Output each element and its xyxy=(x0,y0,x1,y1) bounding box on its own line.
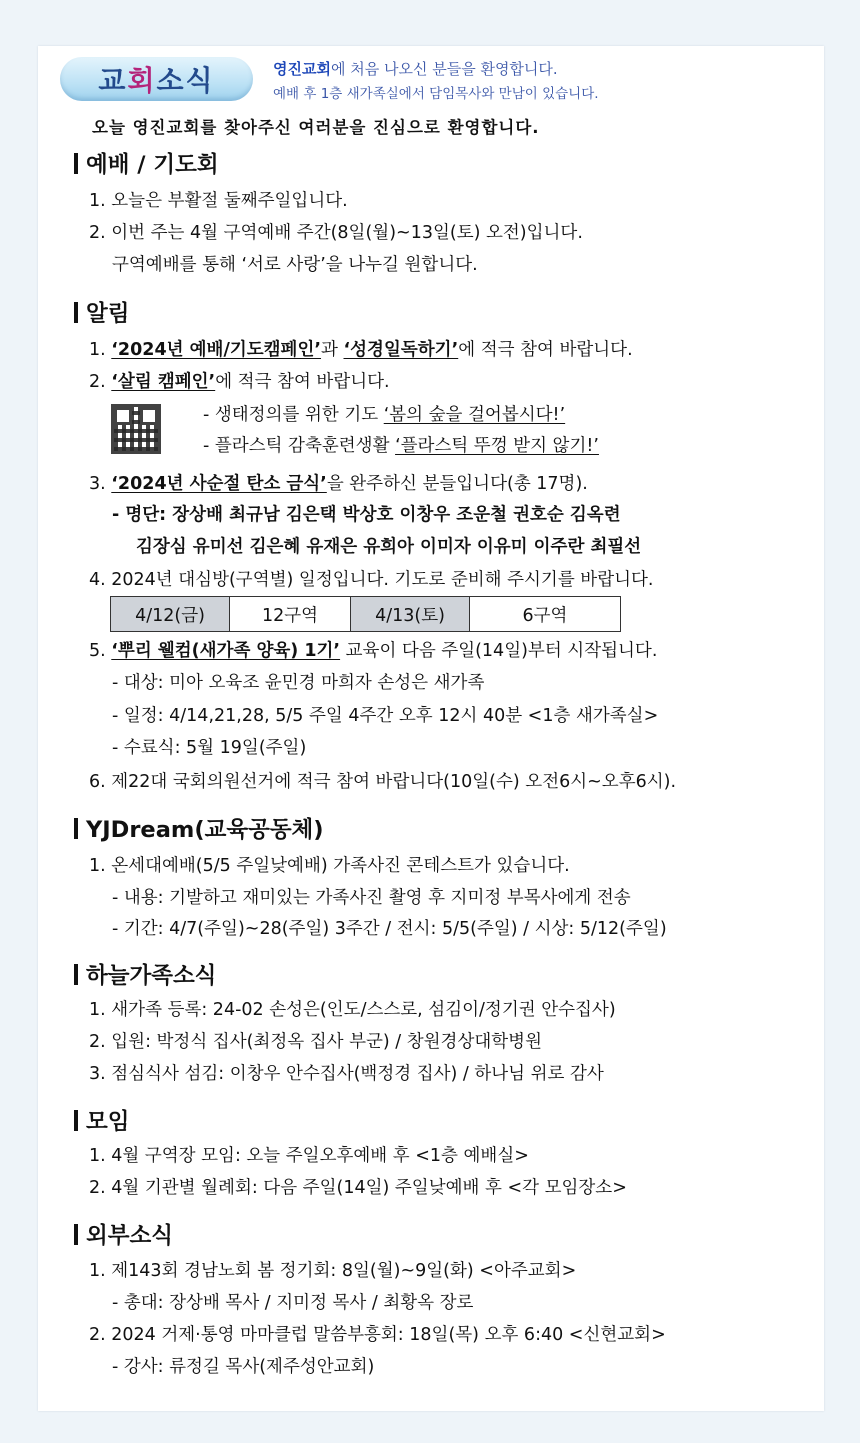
schedule-group-2: 6구역 xyxy=(470,597,621,632)
external-item-1-sub: - 총대: 장상배 목사 / 지미정 목사 / 최황옥 장로 xyxy=(112,1293,474,1313)
family-item-3: 3. 점심식사 섬김: 이창우 안수집사(백정경 집사) / 하나님 위로 감사 xyxy=(89,1064,604,1084)
notice-item-3-names-2: 김장심 유미선 김은혜 유재은 유희아 이미자 이유미 이주란 최필선 xyxy=(136,537,642,557)
notice-item-5-sub-2: - 일정: 4/14,21,28, 5/5 주일 4주간 오후 12시 40분 <1층 새가족실> xyxy=(112,706,659,726)
yjdream-item-1: 1. 온세대예배(5/5 주일낮예배) 가족사진 콘테스트가 있습니다. xyxy=(89,856,570,876)
meeting-item-1: 1. 4월 구역장 모임: 오늘 주일오후예배 후 <1층 예배실> xyxy=(89,1146,529,1166)
section-title-worship: 예배 / 기도회 xyxy=(74,147,219,179)
notice-item-2-sub-2: - 플라스틱 감축훈련생활 ‘플라스틱 뚜껑 받지 않기!’ xyxy=(203,436,599,456)
section-title-notice: 알림 xyxy=(74,296,129,328)
notice-item-5: 5. ‘뿌리 웰컴(새가족 양육) 1기’ 교육이 다음 주일(14일)부터 시작됩니다. xyxy=(89,641,658,661)
worship-item-2-cont: 구역예배를 통해 ‘서로 사랑’을 나누길 원합니다. xyxy=(112,255,478,275)
family-item-2: 2. 입원: 박정식 집사(최정옥 집사 부군) / 창원경상대학병원 xyxy=(89,1032,542,1052)
visitation-schedule-table xyxy=(110,596,621,632)
yjdream-item-1-sub-1: - 내용: 기발하고 재미있는 가족사진 촬영 후 지미정 부목사에게 전송 xyxy=(112,888,631,908)
section-title-family: 하늘가족소식 xyxy=(74,958,216,990)
qr-code xyxy=(111,404,161,454)
notice-item-3-names-1: - 명단: 장상배 최규남 김은택 박상호 이창우 조운철 권호순 김옥련 xyxy=(112,505,621,525)
section-title-meeting: 모임 xyxy=(74,1104,129,1136)
notice-item-2: 2. ‘살림 캠페인’에 적극 참여 바랍니다. xyxy=(89,372,390,392)
header-meeting-note: 예배 후 1층 새가족실에서 담임목사와 만남이 있습니다. xyxy=(273,86,599,102)
family-item-1: 1. 새가족 등록: 24-02 손성은(인도/스스로, 섬김이/정기권 안수집사) xyxy=(89,1000,616,1020)
schedule-date-2: 4/13(토) xyxy=(351,597,470,632)
notice-item-3: 3. ‘2024년 사순절 탄소 금식’을 완주하신 분들입니다(총 17명). xyxy=(89,474,588,494)
church-news-badge: 교회소식 xyxy=(60,57,253,101)
meeting-item-2: 2. 4월 기관별 월례회: 다음 주일(14일) 주일낮예배 후 <각 모임장소> xyxy=(89,1178,627,1198)
section-title-external: 외부소식 xyxy=(74,1218,173,1250)
notice-item-1: 1. ‘2024년 예배/기도캠페인’과 ‘성경일독하기’에 적극 참여 바랍니다. xyxy=(89,340,633,360)
notice-item-6: 6. 제22대 국회의원선거에 적극 참여 바랍니다(10일(수) 오전6시~오후6시). xyxy=(89,772,677,792)
welcome-message: 오늘 영진교회를 찾아주신 여러분을 진심으로 환영합니다. xyxy=(92,118,540,137)
section-title-yjdream: YJDream(교육공동체) xyxy=(74,812,324,844)
notice-item-4: 4. 2024년 대심방(구역별) 일정입니다. 기도로 준비해 주시기를 바랍니다. xyxy=(89,570,654,590)
external-item-1: 1. 제143회 경남노회 봄 정기회: 8일(월)~9일(화) <아주교회> xyxy=(89,1261,577,1281)
notice-item-2-sub-1: - 생태정의를 위한 기도 ‘봄의 숲을 걸어봅시다!’ xyxy=(203,405,566,425)
schedule-group-1: 12구역 xyxy=(230,597,351,632)
church-news-header xyxy=(60,55,820,110)
schedule-date-1: 4/12(금) xyxy=(111,597,230,632)
notice-item-5-sub-3: - 수료식: 5월 19일(주일) xyxy=(112,738,307,758)
notice-item-5-sub-1: - 대상: 미아 오육조 윤민경 마희자 손성은 새가족 xyxy=(112,673,485,693)
external-item-2-sub: - 강사: 류정길 목사(제주성안교회) xyxy=(112,1357,375,1377)
yjdream-item-1-sub-2: - 기간: 4/7(주일)~28(주일) 3주간 / 전시: 5/5(주일) / 시상: 5/12(주일) xyxy=(112,919,667,939)
worship-item-2: 2. 이번 주는 4월 구역예배 주간(8일(월)~13일(토) 오전)입니다. xyxy=(89,223,583,243)
header-greeting: 영진교회에 처음 나오신 분들을 환영합니다. xyxy=(273,60,558,78)
external-item-2: 2. 2024 거제·통영 마마클럽 말씀부흥회: 18일(목) 오후 6:40 <신현교회> xyxy=(89,1325,666,1345)
worship-item-1: 1. 오늘은 부활절 둘째주일입니다. xyxy=(89,191,348,211)
